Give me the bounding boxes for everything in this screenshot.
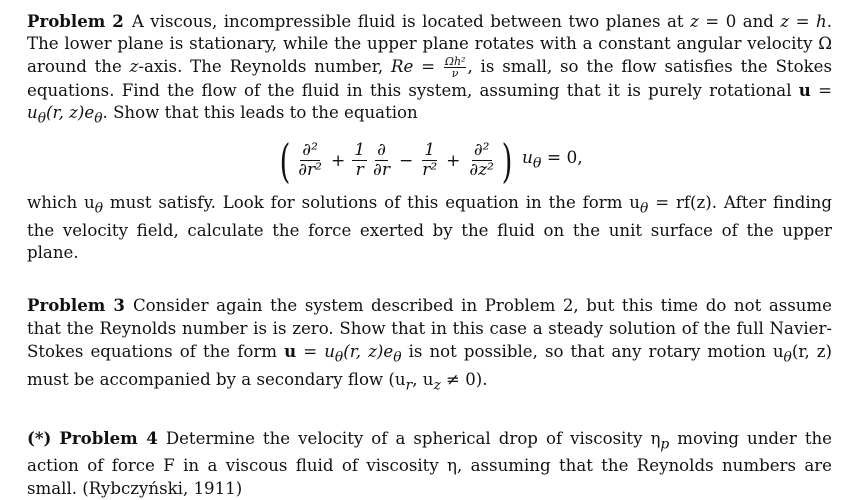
frac-den: r² (422, 160, 438, 181)
problem-2 (27, 10, 832, 130)
problem-4-star: (*) (27, 427, 52, 448)
p4-sub-1: p (660, 436, 670, 453)
problem-3-heading: Problem 3 (27, 295, 125, 316)
equation-close-paren: ) (501, 133, 513, 188)
p3-text-6: , u (412, 370, 434, 389)
fraction-one-over-r (352, 141, 367, 180)
frac-num: ∂ (377, 140, 386, 161)
p2-text-5: -axis. The Reynolds number, (138, 56, 391, 76)
p2-sub-theta-3: θ (94, 200, 104, 217)
equation-open-paren: ( (279, 133, 291, 188)
rhs-u: u (521, 148, 533, 169)
equation-body (276, 133, 583, 188)
p2-sub-theta-1: θ (37, 110, 47, 127)
p2-bold-u: u (798, 79, 811, 100)
frac-den: ∂r (373, 160, 390, 181)
p2-math-z1: z (690, 12, 699, 31)
frac-den: r (355, 160, 364, 181)
reynolds-fraction (444, 56, 467, 79)
p3-sub-5: z (433, 377, 441, 394)
frac-num: ∂² (302, 140, 318, 161)
rhs-sub-theta: θ (532, 155, 542, 172)
p2-text-1: A viscous, incompressible fluid is located between two planes at (131, 12, 691, 31)
p3-text-4: is not possible, so that any rotary motion u (401, 342, 784, 362)
p2-text-9: (r, z)e (46, 103, 95, 123)
fraction-one-over-r2 (420, 141, 439, 180)
problem-4 (27, 427, 832, 500)
p2-text-3: = (789, 12, 817, 31)
p2-text-8: = u (27, 80, 832, 123)
problem-4-heading: Problem 4 (59, 427, 158, 448)
rhs-tail: = 0, (541, 148, 583, 169)
frac-num: ∂² (473, 140, 490, 161)
p2-text-6: = (413, 56, 443, 76)
p2-text-4: . The lower plane is stationary, while the upper plane rotates with a constant angular velocity Ω around the (27, 12, 833, 76)
reynolds-denominator: ν (451, 66, 459, 80)
p2-math-h: h (816, 12, 827, 31)
plus-sign: + (446, 150, 461, 171)
plus-sign: + (330, 150, 346, 171)
p4-text-2: moving under the action of force F in a viscous fluid of viscosity η, assuming that the Reynolds numbers are small. (Rybczyński, 1911) (27, 428, 832, 498)
p2-math-re: Re (390, 56, 414, 76)
fraction-d2-dz2 (467, 141, 496, 180)
frac-den: ∂r² (298, 160, 322, 181)
p3-sub-4: r (405, 377, 413, 394)
p3-sub-2: θ (393, 349, 402, 366)
p2-text-12: must satisfy. Look for solutions of this equation in the form u (103, 192, 640, 212)
frac-num: 1 (354, 140, 366, 161)
p2-math-z2: z (780, 12, 790, 31)
p3-text-2: = u (296, 342, 335, 362)
p2-text-10: . Show that this leads to the equation (102, 103, 418, 123)
p3-bold-u: u (284, 341, 297, 362)
p3-text-5: (r, z) must be accompanied by a secondary flow (u (27, 342, 833, 389)
equation-rhs (522, 147, 583, 175)
frac-den: ∂z² (469, 160, 494, 181)
document-page (27, 10, 832, 500)
p2-sub-theta-4: θ (640, 200, 649, 217)
p2-math-z3: z (129, 56, 139, 76)
fraction-d2-dr2 (296, 141, 324, 180)
minus-sign: − (398, 150, 414, 171)
p4-text-1: Determine the velocity of a spherical drop of viscosity η (165, 428, 661, 448)
problem-3 (27, 294, 832, 396)
p2-text-13: = rf(z). After finding the velocity field, calculate the force exerted by the fluid on the unit surface of the upper plane. (27, 192, 832, 263)
reynolds-numerator: Ωh² (444, 54, 466, 68)
p3-sub-1: θ (334, 349, 344, 366)
p2-text-11: which u (27, 192, 95, 212)
p3-sub-3: θ (783, 349, 792, 366)
p3-text-1: Consider again the system described in Problem 2, but this time do not assume that the Reynolds number is is zero. Show that in this case a steady solution of the full Navier-Stokes equations of the form (27, 296, 832, 362)
p2-sub-theta-2: θ (94, 110, 103, 127)
problem-2-continued (27, 192, 832, 265)
p3-text-7: ≠ 0). (440, 370, 488, 389)
p2-text-7: , is small, so the flow satisfies the Stokes equations. Find the flow of the fluid in this system, assuming that it is purely rotational (27, 56, 832, 100)
problem-2-heading: Problem 2 (27, 11, 124, 31)
p3-text-3: (r, z)e (343, 342, 394, 362)
fraction-d-dr (371, 141, 392, 180)
frac-num: 1 (424, 140, 436, 161)
stokes-equation (27, 130, 832, 192)
p2-text-2: = 0 and (698, 12, 781, 31)
